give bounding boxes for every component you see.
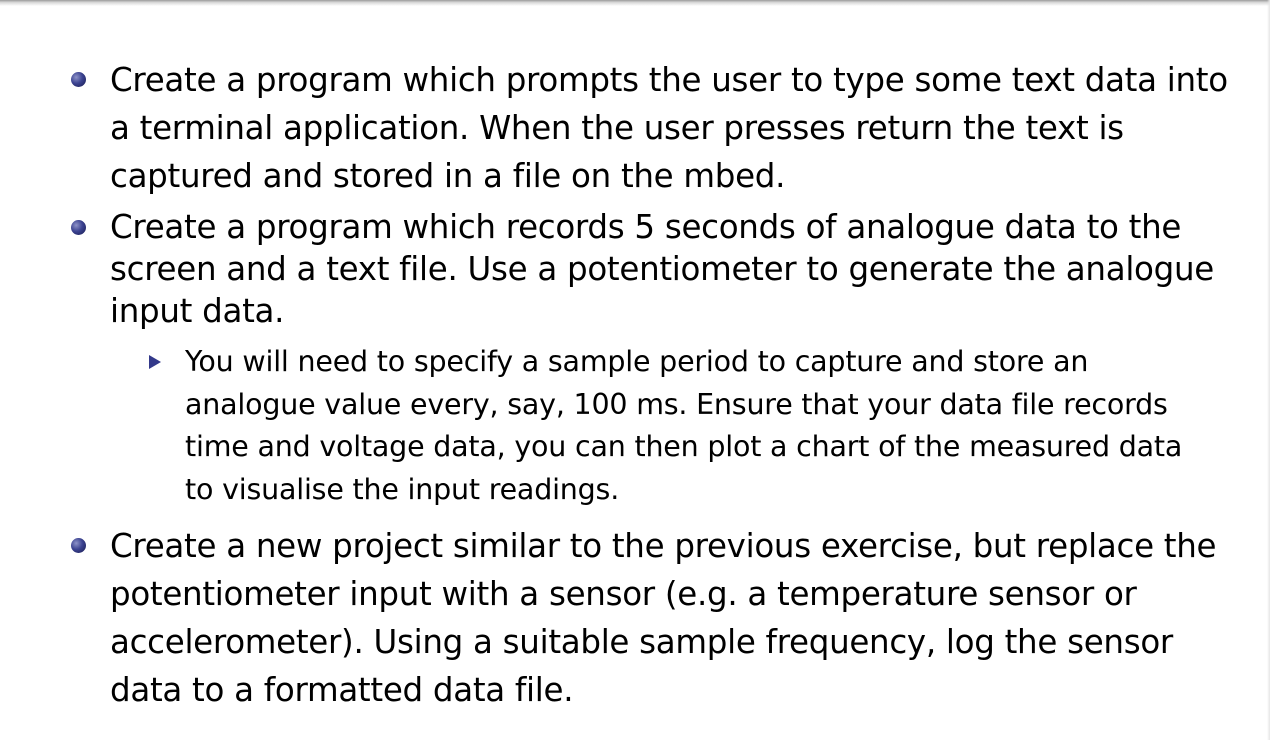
list-item bbox=[110, 522, 1250, 714]
item-line: captured and stored in a file on the mbed. bbox=[110, 157, 786, 195]
subitem-line: time and voltage data, you can then plot a chart of the measured data bbox=[185, 430, 1183, 463]
ball-bullet-icon bbox=[71, 538, 86, 553]
list-item bbox=[110, 56, 1250, 200]
item-line: a terminal application. When the user presses return the text is bbox=[110, 109, 1124, 147]
subitem-line: to visualise the input readings. bbox=[185, 472, 620, 506]
ball-bullet-icon bbox=[71, 72, 86, 87]
item-line: Create a program which records 5 seconds of analogue data to the bbox=[110, 208, 1182, 246]
sub-list-item bbox=[185, 341, 1245, 511]
item-line: input data. bbox=[110, 292, 285, 330]
item-line: data to a formatted data file. bbox=[110, 671, 574, 709]
subitem-line: You will need to specify a sample period to capture and store an bbox=[185, 345, 1089, 378]
item-line: Create a new project similar to the previous exercise, but replace the bbox=[110, 527, 1217, 565]
item-line: Create a program which prompts the user to type some text data into bbox=[110, 61, 1228, 99]
ball-bullet-icon bbox=[71, 220, 86, 235]
list-item bbox=[110, 206, 1250, 332]
subitem-line: analogue value every, say, 100 ms. Ensure that your data file records bbox=[185, 387, 1168, 421]
triangle-bullet-icon bbox=[149, 355, 161, 369]
item-line: potentiometer input with a sensor (e.g. a temperature sensor or bbox=[110, 575, 1137, 613]
item-line: screen and a text file. Use a potentiometer to generate the analogue bbox=[110, 250, 1214, 288]
item-line: accelerometer). Using a suitable sample frequency, log the sensor bbox=[110, 623, 1173, 661]
